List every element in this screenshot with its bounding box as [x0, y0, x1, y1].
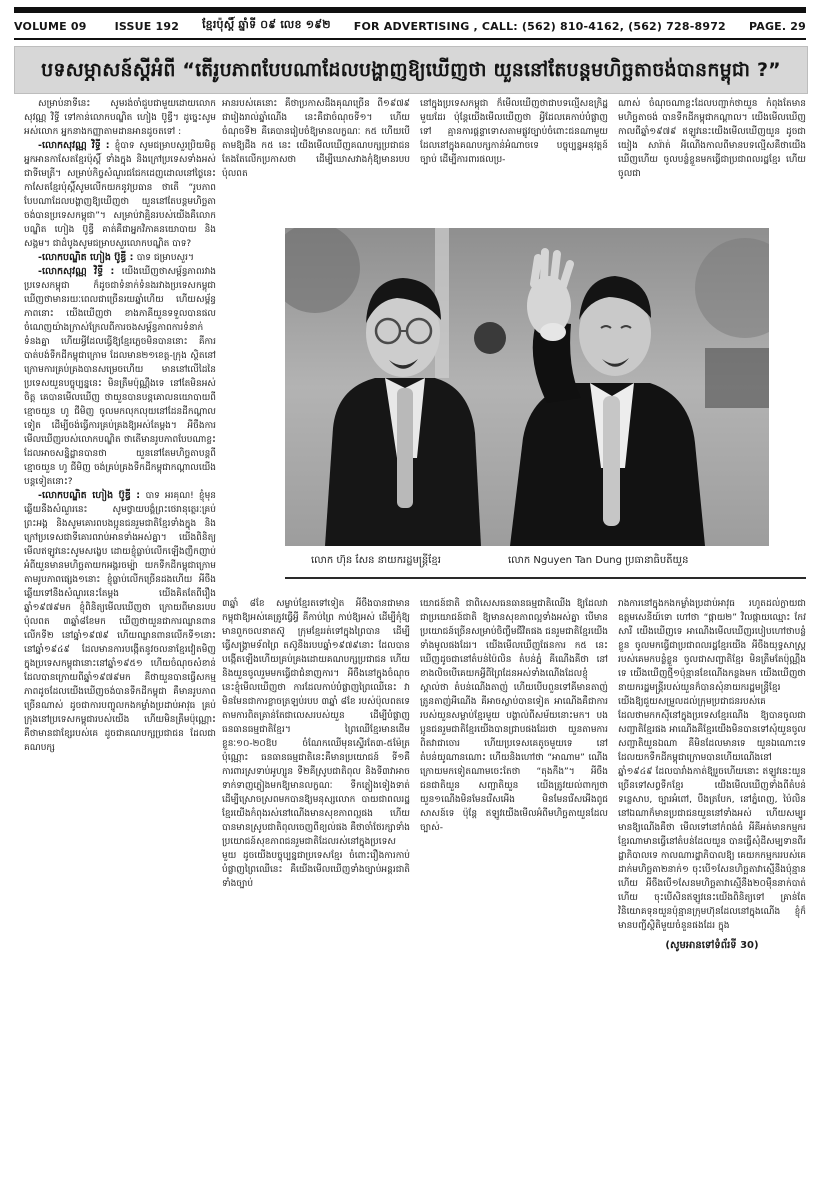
speaker-label: -លោកសុវណ្ណ វិទ្ធី : — [38, 140, 115, 151]
article-paragraph: នៅក្នុងប្រទេសកម្ពុជា ក៏មើលឃើញថាជាបទល្មើសឧក្រិដ្ឋមួយដែរ ប៉ុន្តែយើងមើលឃើញថា អ្វីដែលគេកាប់បំផ្លាញទៅ គ្មានការផ្តន្ទាទោសតាមផ្លូវច្បាប់ចំពោះជនណាមួយដែលនៅក្នុងគណបក្សកាន់អំណាចទេ បច្ចុប្បន្នអនុវត្តន៍ច្បាប់ ដើម្បីការពារផលប្រ- — [420, 99, 608, 165]
interview-banner — [14, 46, 808, 94]
article-paragraph: -លោកបណ្ឌិត ហៀង ប៊ូឌ្ធី : បាទ អរគុណ! ខ្ញុំមុនឆ្លើយនឹងសំណួរនេះ សូមថ្វាយបង្គំព្រះថេរានុត្ថេរៈគ្រប់ព្រះអង្គ និងសូមគោរពបងប្អូនជនរួមជាតិខ្មែរទាំងក្នុង និងក្រៅប្រទេសជាទីគោរពរាប់អានទាំងអស់គ្នា។ យើងពិនិត្យមើលឥឡូវនេះសូមសង្ខេប ដោយខ្ញុំធ្លាប់លើកឡើងញឹកញាប់អំពីយួនមានមហិច្ឆតាយកអង្គរចម្ប៉ា យកទឹកដីកម្ពុជាក្រោម តាមរូបភាពផ្សេង១នោះ ខ្ញុំធ្លាប់លើកច្រើនដងហើយ អីចឹងឆ្លើយទៅនឹងសំណួរនេះតែម្តង យើងគិតតែពីរឿងឆ្នាំ១៩៧៩មក ខ្ញុំពិនិត្យមើលឃើញថា ក្រោយពីមានរបបប៉ុលពត ៣ឆ្នាំ៨ខែមក ឃើញថាយួនជាការឈ្លានពានលើកទី២ នៅឆ្នាំ១៩៧៩ ហើយឈ្លានពានលើកទី១នោះនៅឆ្នាំ១៩៤៩ ដែលមានការបង្កើតនូវចលនាខ្មែរវៀតមិញ ក្នុងប្រទេសកម្ពុជានោះនៅឆ្នាំ១៩៥១ ហើយចំណុចសំខាន់ដែលបានក្រោយពីឆ្នាំ១៩៧៩មក គឺថាយួនបានធ្វើសកម្មភាពដូចដែលយើងឃើញចង់បានទឹកដីកម្ពុជា គឺមានរូបភាពច្រើនណាស់ ដូចជាការបញ្ចូលកងកម្លាំងប្រដាប់អាវុធ គ្រប់ក្រុងនៅប្រទេសកម្ពុជារបស់យើង ហើយមិនត្រឹមប៉ុណ្ណោះគឺថាមានជាខ្សែរបស់គេ ដូចជាគណបក្សប្រជាជន ដែលជាគណបក្ស — [24, 490, 216, 753]
advertising-contact: FOR ADVERTISING , CALL: (562) 810-4162, (562) 728-8972 — [353, 19, 726, 33]
continued-on-page-note: (សូមអានទៅទំព័រទី 30) — [665, 940, 759, 951]
article-headline: បទសម្ភាសន៍ស្តីអំពី “តើរូបភាពបែបណាដែលបង្ហាញឱ្យឃើញថា យួននៅតែបន្តមហិច្ឆតាចង់បានកម្ពុជា ?” — [41, 58, 781, 81]
top-divider-bar — [14, 7, 806, 13]
edition-khmer-label: ខ្មែរប៉ុស្តិ៍ ឆ្នាំទី ០៩ លេខ ១៩២ — [202, 18, 331, 31]
article-paragraph: -លោកសុវណ្ណ វិទ្ធី : យើងឃើញថាសម្ព័ន្ធភាពរវាងប្រទេសកម្ពុជា ក៏ដូចជាទំនាក់ទំនងរវាងប្រទេសកម្ពុជា ឃើញថាមានរយៈពេលជាច្រើនរយឆ្នាំហើយ ហើយសម្ព័ន្ធភាពនោះ យើងឃើញថា ខាងភាគីយួនទទួលបានផលចំណេញយ៉ាងក្រាស់ក្រែលពីការចងសម្ព័ន្ធភាពការទំនាក់ទំនងគ្នា ហើយអ្វីដែលធ្វើឱ្យខ្មែរភ្លេចមិនបាននោះ គឺការបាត់បង់ទឹកដីកម្ពុជាក្រោម ដែលមាន២១ខេត្ត-ក្រុង ស្ថិតនៅក្រោមការគ្រប់គ្រងបានសម្រេចហើយ មាននៅលើដៃនៃប្រទេសយួនបច្ចុប្បន្ននេះ មិនត្រឹមប៉ុណ្ណឹងទេ នៅតែមិនអស់ចិត្ត គេបានមើលឃើញ ថាយួនបានបន្តគោលនយោបាយពីខ្មោចយួន ហូ ជីមិញ ចូលមកលុកលុយនៅដែនដីកណ្តាលទៀត ដើម្បីចង់ធ្វើការគ្រប់គ្រងឱ្យអស់តែម្តង។ អីចឹងការមើលឃើញរបស់លោកបណ្ឌិត ថាតើមានរូបភាពបែបណាខ្លះដែលអាចសន្និដ្ឋានបានថា យួននៅតែមហិច្ឆតាបន្តពីខ្មោចយួន ហូ ជីមិញ ចង់គ្រប់គ្រងទឹកដីកម្ពុជាកណ្តាលយើងបន្តទៀតនោះ? — [24, 266, 216, 487]
article-paragraph: អានរបស់គេនោះ គឺថាប្រកាសដឹងគុណច្រើន ពី១៩៧៩ ជារៀងរាល់ឆ្នាំណើង នេះគឺជាចំណុចទី១។ ហើយចំណុចទី២ គឺគេបានរៀបចំឱ្យមានលក្ខណៈ ក៥ ហើយបើតាមឱ្យដឹង ក៥ នេះ យើងមើលឃើញគណបក្សប្រជាជនតែងតែលើកប្រកាសថា ដើម្បីឃោសវាងកុំឱ្យមានរបបប៉ុលពត — [222, 99, 410, 179]
photo-caption-row — [285, 551, 806, 571]
volume-label: VOLUME 09 — [14, 19, 87, 33]
column-4-bottom — [618, 597, 806, 1145]
speaker-label: -លោកសុវណ្ណ វិទ្ធី : — [38, 266, 122, 277]
masthead-row — [14, 17, 806, 35]
article-paragraph: សម្រាប់នាទីនេះ សូមរង់ចាំជួបជាមួយដោយលោក សុវណ្ណ វិទ្ធី ទៅកាន់លោកបណ្ឌិត ហៀង ប៊ូឌ្ធី។ ដូច្នេះសូមអស់លោក អ្នកនាងកញ្ញាតាមដានអានដូចតទៅ : — [24, 99, 216, 137]
column-3-bottom — [420, 597, 608, 1145]
article-paragraph: យោជន៍ជាតិ ជាពិសេសធនធានធម្មជាតិឈើង ឱ្យដែលវាជាប្រយោជន៍ជាតិ ឱ្យមានសុខភាពល្អទាំងអស់គ្នា បើមានប្រយោជន៍ច្រើនសម្រាប់ចិញ្ចឹមជីវិតផង ជនរួមជាតិខ្មែរយើងទាំងមូលផងដែរ។ យើងមើលឃើញផែនការ ក៥ នេះ ឃើញដូចជានៅតំបន់ប៉ៃលិន តំបន់ភ្នំ គីណើងគឺថា នៅខាងលិចបើគេយកអ្វីពីព្រៃដែនអស់ទាំងណើងដែលខ្ញុំស្គាល់ថា តំបន់ណើងតាញ់ ហើយបើបពួនទៅគីមានតាញ់ ត្រូនតាញ់អីណើង គីអាចស្លាប់បានទៀត អាណើងគឺជាការរបស់យួនសម្លាប់ខ្មែរមួយ បង្ហាល់ពីសម័យនោះមក។ បងប្អូនជនរួមជាតិខ្មែរយើងបានជ្រាបផងដែរថា យួនតាមការពិតវាជាចោរ ហើយប្រទេសគេតូចមួយទេ នៅតំបន់យូណានណោះ ហើយនិងហៅថា “អាណាម” ណើង ក្រោយមកទៀតណាមចេះតែថា “តុងកឹង”។ អីចឹងជនជាតិយួន សញ្ជាតិយួន យើងត្រូវយល់ពាក្យថា យួន១ណើងមិនមែនរើសអើង មិនមែនរើសអើងពូជសាសន៍ទេ ប៉ុន្តែ ឥឡូវយើងមើលអំពីមហិច្ឆតាយួនដែលច្បាស់- — [420, 599, 608, 833]
news-photo — [285, 228, 769, 546]
column-1 — [24, 97, 216, 1150]
article-paragraph: -លោកបណ្ឌិត ហៀង ប៊ូឌ្ធី : បាទ ជម្រាបសួរ។ — [38, 252, 194, 263]
speaker-label: -លោកបណ្ឌិត ហៀង ប៊ូឌ្ធី : — [38, 490, 146, 501]
page-number-label: PAGE. 29 — [748, 19, 807, 33]
column-2-bottom — [222, 597, 410, 1145]
speaker-label: -លោកបណ្ឌិត ហៀង ប៊ូឌ្ធី : — [38, 252, 137, 263]
issue-label: ISSUE 192 — [114, 19, 180, 33]
article-paragraph: ណាស់ ចំណុចណាខ្លះដែលបញ្ជាក់ថាយួន កំពុងតែមានមហិច្ឆតាចង់ បានទឹកដីកម្ពុជាកណ្តាល។ យើងមើលឃើញកាលពីឆ្នាំ១៩៧៩ ឥឡូវនេះយើងមើលឃើញយួន ដូចជា យៀង សារ៉ាត់ អីណើងកាលពីមានបទល្មើសគឺថាយើងឃើញហើយ ចូលបន្លំខ្លួនមកធ្វើជាប្រជាពលរដ្ឋខ្មែរ ហើយចូលជា — [618, 99, 806, 179]
column-2-top — [222, 97, 410, 225]
article-paragraph: -លោកសុវណ្ណ វិទ្ធី : ខ្ញុំបាទ សូមជម្រាបសួរប្រិយមិត្តអ្នកអានកាសែតខ្មែរប៉ុស្តិ៍ ទាំងក្នុង និងក្រៅប្រទេសទាំងអស់ជាទីមេត្រី។ សម្រាប់កិច្ចសំណួរជជែកដេញដោលនៅថ្ងៃនេះ កាសែតខ្មែរប៉ុស្តិ៍សូមលើកយកនូវប្រធាន ថាតើ “រូបភាពបែបណាដែលបង្ហាញឱ្យឃើញថា យួននៅតែបន្តមហិច្ឆតាចង់បានប្រទេសកម្ពុជា”។ សម្រាប់វាគ្មិនរបស់យើងគឺលោកបណ្ឌិត ហៀង ប៊ូឌ្ធី គាត់គឺជាអ្នកវិភាគនយោបាយ និងសង្គម។ ជាដំបូងសូមជម្រាបសួរលោកបណ្ឌិត បាទ? — [24, 140, 216, 249]
caption-rule — [285, 577, 806, 579]
column-3-top — [420, 97, 608, 225]
column-4-top — [618, 97, 806, 225]
article-paragraph: រាងការនៅក្នុងកងកម្លាំងប្រដាប់អាវុធ រហូតដល់ក្លាយជាឧត្តមសេនីយ៍ទោ ហៅថា “ផ្កាយ២” វិលផ្កាយឈ្មោះ កែវ សារី យើងឃើញទេ អាណើងមើលឃើញរបៀបហៅថាបន្លំខ្លួន ចូលមកធ្វើជាប្រជាពលរដ្ឋខ្មែរយើង អីចឹងយុទ្ធសាស្ត្ររបស់គេមកបន្លំខ្លួន ចូលជាសញ្ជាតិខ្មែរ មិនត្រឹមតែប៉ុណ្ណឹងទេ យើងឃើញថ្មី១ប៉ុន្មានខែណើងកន្លងមក យើងឃើញថានាយករដ្ឋមន្ត្រីរបស់យួនក៏បានសុំនាយករដ្ឋមន្ត្រីខ្មែរយើងឱ្យជួយសម្រួលដល់ក្រុមប្រជាជនរបស់គេដែលថាមកកស៊ីនៅក្នុងប្រទេសខ្មែរណើង ឱ្យបានចូលជាសញ្ជាតិខ្មែរផង អាណើងគឺខ្មែរយើងមិនបានទៅសុំយួនចូលសញ្ជាតិយួនឯណា គឺមិនដែលមានទេ យួនឯណោះទេ ដែលយកទឹកដីកម្ពុជាក្រោមបានហើយណើងនៅឆ្នាំ១៩៤៩ ដែលបារាំងកាត់ឱ្យរួចហើយនោះ ឥឡូវនេះយួនច្រើនទៅសព្វទឹកខ្មែរ យើងមើលឃើញទាំងពីតំបន់ទន្លេសាប, ច្បារអំពៅ, បឹងត្របែក, នៅភ្នំពេញ, ប៉ៃលិន នៅឯណាក៏មានប្រជាជនយួននៅទាំងអស់ ហើយសម្បូរមានឱ្យណើងគឺថា មើលទៅនៅកំពង់ធំ អីគីអត់មានកម្មករខ្មែរណាមានធ្វើនៅតំបន់ដែលយួន បានធ្វើសុំដីសម្បទានពីរដ្ឋាភិបាលទេ កាលណារដ្ឋាភិបាលឱ្យ គេយកកម្មកររបស់គេដាក់មហិច្ឆតា២នាក់១ ចុះបើ១សែនហិច្ឆតាវាស្មើនឹងប៉ុន្មានហើយ អីចឹងបើ១សែនមហិច្ឆតាវាស្មើនឹង២០ម៉ឺននាក់បាត់ហើយ ចុះបើសិនឥឡូវនេះយើងពិនិត្យទៅ គ្រាន់តែវិនិយោគទុនយួនប៉ុន្មានក្រុមហ៊ុនដែលនៅក្នុងណើង ខ្ញុំក៏មានបញ្ជីស្ថិតិមួយចំនួនផងដែរ ក្នុង — [618, 599, 806, 931]
masthead-rule — [14, 38, 806, 40]
caption-hun-sen: លោក ហ៊ុន សែន នាយករដ្ឋមន្ត្រីខ្មែរ — [311, 555, 441, 566]
article-paragraph: ៣ឆ្នាំ ៨ខែ សម្លាប់ខ្មែរតទៅទៀត អីចឹងបានជាមានកម្ពុជាឱ្យអស់គេត្រូវធ្វើអ្វី គឺកាប់ព្រៃ កាប់ឱ្យអស់ ដើម្បីកុំឱ្យមានពួកចលនាតស៊ូ ក្រុមខ្មែររត់ទៅក្នុងព្រៃបាន ដើម្បីធ្វើសង្គ្រាមទ័ពព្រៃ តស៊ូនឹងរបបឆ្នាំ១៩៧៩នោះ ដែលបានបង្កើតឡើងហើយគ្រប់គ្រងដោយគណបក្សប្រជាជន ហើយនិងយួនចូលរួមមកធ្វើជាជំនាញការ។ អីចឹងនៅក្នុងចំណុចនេះខ្ញុំមើលឃើញថា ការដែលកាប់បំផ្លាញព្រៃឈើនេះ វាមិនមែនជាការខ្លាចត្រឡប់របប ៣ឆ្នាំ ៨ខែ របស់ប៉ុលពតទេ តាមការពិតគ្រាន់តែជាលេសរបស់យួន ដើម្បីបំផ្លាញធនធានធម្មជាតិខ្មែរ។ ព្រៃឈើខ្មែរមានដើមខ្លួនៈ១០-២០ឱប ចំណែកឈើមុនស្ទើរតែ៣-៥ម៉ែត្រប៉ុណ្ណោះ ធនធានធម្មជាតិនេះគឺមានប្រយោជន៍ ទី១គឺការពារស្រទាប់អូហ្សូន ទី២គឺស្រូបជាតិពុល និងទី៣វាអាចទាក់ទាញភ្លៀងមកឱ្យមានលក្ខណៈ ទឹកភ្លៀងទៀងទាត់ ដើម្បីស្រោចស្រពមកបានឱ្យមនុស្សលោក បាយជាពលរដ្ឋខ្មែរយើងកំពុងរស់នៅណើងមានសុខភាពល្អផង ហើយបានមានស្រូបជាតិពុលចេញពីខ្យល់ផង គឺថាចាំថែរក្សាទាំងប្រយោជន៍សុខភាពជនរួមជាតិដែលរស់នៅក្នុងប្រទេសមួយ ដូចយើងបច្ចុប្បន្នជាប្រទេសខ្មែរ ចំពោះរឿងការកាប់បំផ្លាញព្រៃឈើនេះ គឺយើងមើលឃើញទាំងច្បាប់អន្តរជាតិ ទាំងច្បាប់ — [222, 599, 410, 889]
photo-illustration — [285, 228, 769, 546]
caption-nguyen-tan-dung: លោក Nguyen Tan Dung ប្រធានាធិបតីយួន — [508, 555, 689, 566]
background-person — [474, 322, 506, 354]
